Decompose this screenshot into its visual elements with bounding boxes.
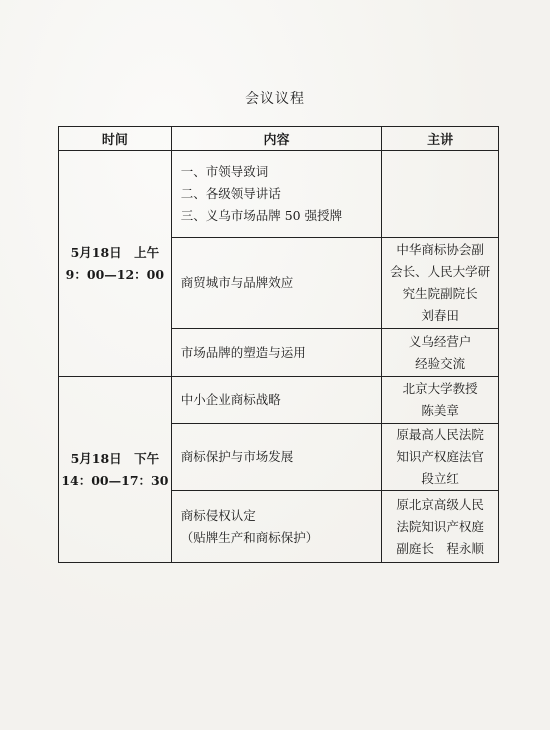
speaker-line: 刘春田	[421, 308, 459, 323]
content-line: 商标保护与市场发展	[180, 449, 294, 464]
header-speaker: 主讲	[382, 127, 499, 151]
table-row	[59, 151, 499, 238]
content-line: 三、义乌市场品牌 50 强授牌	[180, 208, 343, 223]
agenda-content	[171, 377, 381, 424]
session-hours: 14：00—17：30	[61, 472, 169, 488]
agenda-content	[171, 491, 381, 563]
content-line: 商贸城市与品牌效应	[180, 275, 294, 290]
speaker-line: 原最高人民法院	[396, 427, 484, 442]
table-header-row	[59, 127, 499, 151]
content-line: 中小企业商标战略	[180, 392, 281, 407]
speaker-line: 会长、人民大学研	[390, 264, 491, 279]
speaker-line: 究生院副院长	[402, 286, 478, 301]
speaker-line: 知识产权庭法官	[396, 449, 484, 464]
agenda-speaker	[382, 491, 499, 563]
agenda-speaker	[382, 329, 499, 377]
speaker-line: 副庭长 程永顺	[396, 540, 484, 556]
agenda-content	[171, 329, 381, 377]
session-hours: 9：00—12：00	[65, 266, 165, 282]
agenda-content	[171, 238, 381, 329]
speaker-line: 段立红	[421, 471, 459, 486]
content-line: （贴牌生产和商标保护）	[180, 529, 319, 545]
document-title: 会议议程	[245, 91, 305, 107]
table-row	[59, 377, 499, 424]
speaker-line: 原北京高级人民	[396, 496, 484, 512]
speaker-line: 北京大学教授	[402, 381, 478, 396]
agenda-speaker	[382, 377, 499, 424]
speaker-line: 经验交流	[415, 355, 466, 371]
header-time: 时间	[59, 127, 172, 151]
agenda-speaker	[382, 424, 499, 491]
speaker-line: 义乌经营户	[408, 333, 472, 349]
speaker-line: 陈美章	[421, 403, 459, 418]
agenda-speaker	[382, 238, 499, 329]
agenda-content	[171, 424, 381, 491]
agenda-content	[171, 151, 381, 238]
session-time-morning	[59, 151, 172, 377]
content-line: 市场品牌的塑造与运用	[180, 344, 306, 360]
agenda-speaker	[382, 151, 499, 238]
content-line: 二、各级领导讲话	[180, 186, 281, 201]
session-date: 5月18日 上午	[70, 244, 160, 260]
session-time-afternoon	[59, 377, 172, 563]
content-line: 一、市领导致词	[180, 164, 269, 179]
session-date: 5月18日 下午	[70, 450, 160, 466]
header-content: 内容	[171, 127, 381, 151]
content-line: 商标侵权认定	[180, 507, 256, 523]
speaker-line: 法院知识产权庭	[396, 518, 484, 534]
agenda-table	[58, 126, 499, 563]
speaker-line: 中华商标协会副	[396, 242, 484, 257]
